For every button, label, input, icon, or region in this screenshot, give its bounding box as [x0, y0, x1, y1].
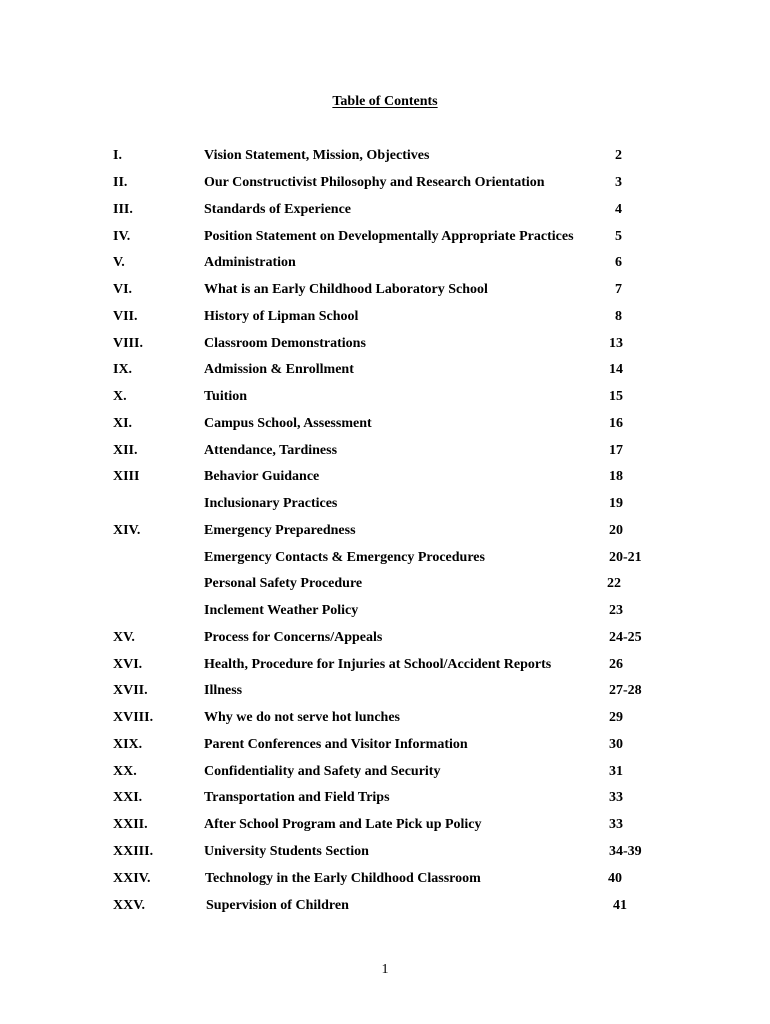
- section-title: Transportation and Field Trips: [204, 790, 390, 805]
- section-title: Process for Concerns/Appeals: [204, 630, 383, 645]
- section-page: 19: [609, 496, 623, 511]
- toc-entry: [0, 681, 770, 701]
- section-title: Supervision of Children: [206, 898, 349, 913]
- section-page: 24-25: [609, 630, 642, 645]
- section-number: XXI.: [113, 790, 143, 805]
- section-title: Confidentiality and Safety and Security: [204, 764, 441, 779]
- toc-entry: [0, 494, 770, 514]
- toc-entry: [0, 601, 770, 621]
- section-number: XXII.: [113, 817, 148, 832]
- section-title: Emergency Preparedness: [204, 523, 356, 538]
- section-title: Tuition: [204, 389, 248, 404]
- section-page: 41: [613, 898, 627, 913]
- section-number: XX.: [113, 764, 137, 779]
- section-title: Health, Procedure for Injuries at School/Accident Reports: [204, 657, 552, 672]
- section-page: 16: [609, 416, 623, 431]
- section-title: Our Constructivist Philosophy and Research Orientation: [204, 175, 545, 190]
- toc-entry: [0, 708, 770, 728]
- toc-entry: [0, 521, 770, 541]
- section-title: Inclusionary Practices: [204, 496, 338, 511]
- section-page: 20: [609, 523, 623, 538]
- section-page: 34-39: [609, 844, 642, 859]
- section-number: VI.: [113, 282, 133, 297]
- section-page: 4: [615, 202, 622, 217]
- section-title: Administration: [204, 255, 296, 270]
- section-page: 13: [609, 336, 623, 351]
- section-number: III.: [113, 202, 133, 217]
- section-number: VII.: [113, 309, 138, 324]
- toc-entry: [0, 146, 770, 166]
- section-page: 29: [609, 710, 623, 725]
- toc-entry: [0, 334, 770, 354]
- section-number: XV.: [113, 630, 135, 645]
- section-title: Emergency Contacts & Emergency Procedures: [204, 550, 485, 565]
- section-title: Behavior Guidance: [204, 469, 320, 484]
- document-title: Table of Contents: [332, 94, 438, 109]
- toc-entry: [0, 227, 770, 247]
- toc-entry: [0, 200, 770, 220]
- section-page: 17: [609, 443, 623, 458]
- toc-entry: [0, 815, 770, 835]
- toc-entry: [0, 441, 770, 461]
- section-title: Inclement Weather Policy: [204, 603, 359, 618]
- section-number: XXIII.: [113, 844, 154, 859]
- section-number: XXV.: [113, 898, 146, 913]
- section-page: 22: [607, 576, 621, 591]
- section-page: 3: [615, 175, 622, 190]
- section-title: University Students Section: [204, 844, 369, 859]
- section-number: VIII.: [113, 336, 143, 351]
- toc-entry: [0, 735, 770, 755]
- section-page: 6: [615, 255, 622, 270]
- section-page: 7: [615, 282, 622, 297]
- toc-entry: [0, 387, 770, 407]
- section-page: 14: [609, 362, 623, 377]
- toc-entry: [0, 869, 770, 889]
- toc-entry: [0, 762, 770, 782]
- toc-entry: [0, 414, 770, 434]
- toc-entry: [0, 842, 770, 862]
- section-number: XI.: [113, 416, 133, 431]
- section-number: II.: [113, 175, 128, 190]
- section-number: V.: [113, 255, 125, 270]
- section-page: 8: [615, 309, 622, 324]
- section-title: Position Statement on Developmentally Appropriate Practices: [204, 229, 574, 244]
- toc-entry: [0, 280, 770, 300]
- section-page: 15: [609, 389, 623, 404]
- section-number: IX.: [113, 362, 133, 377]
- section-number: XVI.: [113, 657, 143, 672]
- page-number: 1: [381, 962, 389, 977]
- toc-entry: [0, 360, 770, 380]
- toc-entry: [0, 574, 770, 594]
- section-title: Technology in the Early Childhood Classroom: [205, 871, 481, 886]
- section-title: Parent Conferences and Visitor Information: [204, 737, 468, 752]
- section-title: After School Program and Late Pick up Policy: [204, 817, 482, 832]
- section-title: What is an Early Childhood Laboratory School: [204, 282, 488, 297]
- section-number: XIX.: [113, 737, 143, 752]
- section-page: 18: [609, 469, 623, 484]
- section-number: XXIV.: [113, 871, 151, 886]
- section-title: History of Lipman School: [204, 309, 359, 324]
- section-page: 23: [609, 603, 623, 618]
- toc-entry: [0, 628, 770, 648]
- section-page: 20-21: [609, 550, 642, 565]
- toc-entry: [0, 655, 770, 675]
- section-number: I.: [113, 148, 122, 163]
- section-page: 33: [609, 817, 623, 832]
- section-page: 40: [608, 871, 622, 886]
- toc-entry: [0, 548, 770, 568]
- section-title: Personal Safety Procedure: [204, 576, 363, 591]
- section-title: Attendance, Tardiness: [204, 443, 338, 458]
- section-title: Illness: [204, 683, 243, 698]
- section-title: Standards of Experience: [204, 202, 351, 217]
- section-page: 30: [609, 737, 623, 752]
- section-page: 27-28: [609, 683, 642, 698]
- section-title: Vision Statement, Mission, Objectives: [204, 148, 430, 163]
- section-number: X.: [113, 389, 127, 404]
- section-title: Classroom Demonstrations: [204, 336, 366, 351]
- section-number: XII.: [113, 443, 138, 458]
- section-number: XIII: [113, 469, 140, 484]
- section-page: 26: [609, 657, 623, 672]
- toc-entry: [0, 896, 770, 916]
- section-number: XVIII.: [113, 710, 154, 725]
- toc-entry: [0, 788, 770, 808]
- section-title: Admission & Enrollment: [204, 362, 354, 377]
- toc-entry: [0, 253, 770, 273]
- section-number: XIV.: [113, 523, 141, 538]
- section-number: IV.: [113, 229, 131, 244]
- section-number: XVII.: [113, 683, 148, 698]
- section-page: 2: [615, 148, 622, 163]
- section-page: 5: [615, 229, 622, 244]
- section-title: Why we do not serve hot lunches: [204, 710, 401, 725]
- toc-entry: [0, 173, 770, 193]
- toc-entry: [0, 467, 770, 487]
- section-page: 33: [609, 790, 623, 805]
- section-title: Campus School, Assessment: [204, 416, 372, 431]
- section-page: 31: [609, 764, 623, 779]
- toc-entry: [0, 307, 770, 327]
